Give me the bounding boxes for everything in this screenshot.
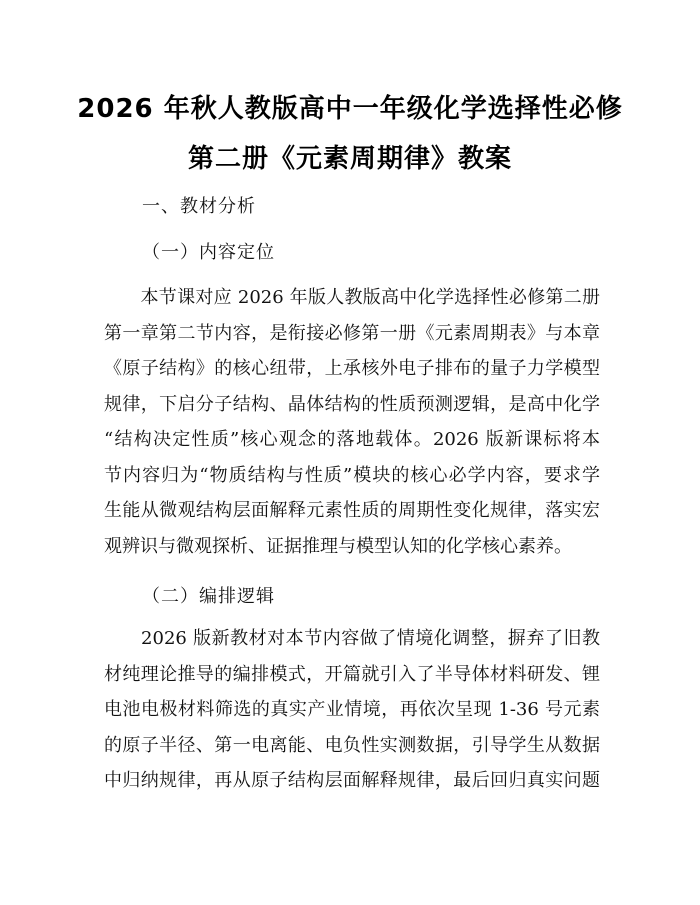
- paragraph-line: 电池电极材料筛选的真实产业情境，再依次呈现 1-36 号元素: [104, 699, 600, 720]
- paragraph-line: 《原子结构》的核心纽带，上承核外电子排布的量子力学模型: [104, 358, 600, 379]
- paragraph-line: 本节课对应 2026 年版人教版高中化学选择性必修第二册: [104, 287, 600, 308]
- paragraph-line: 规律，下启分子结构、晶体结构的性质预测逻辑，是高中化学: [104, 393, 600, 415]
- document-title-line-1: 2026 年秋人教版高中一年级化学选择性必修: [77, 94, 623, 124]
- section-heading-textbook-analysis: 一、教材分析: [142, 196, 256, 217]
- paragraph-line: 的原子半径、第一电离能、电负性实测数据，引导学生从数据: [104, 734, 600, 756]
- subsection-heading-layout-logic: （二）编排逻辑: [142, 586, 275, 607]
- paragraph-line: “结构决定性质”核心观念的落地载体。2026 版新课标将本: [104, 429, 600, 450]
- paragraph-line: 第一章第二节内容，是衔接必修第一册《元素周期表》与本章: [104, 322, 600, 344]
- document-title-line-2: 第二册《元素周期律》教案: [187, 144, 512, 174]
- paragraph-line: 2026 版新教材对本节内容做了情境化调整，摒弃了旧教: [104, 628, 600, 649]
- subsection-heading-content-positioning: （一）内容定位: [142, 242, 275, 263]
- paragraph-line: 节内容归为“物质结构与性质”模块的核心必学内容，要求学: [104, 464, 600, 486]
- paragraph-layout-logic: [104, 621, 600, 799]
- paragraph-line: 材纯理论推导的编排模式，开篇就引入了半导体材料研发、锂: [104, 663, 600, 685]
- paragraph-line: 中归纳规律，再从原子结构层面解释规律，最后回归真实问题: [104, 770, 600, 791]
- paragraph-line: 观辨识与微观探析、证据推理与模型认知的化学核心素养。: [104, 535, 572, 557]
- paragraph-content-positioning: [104, 280, 600, 564]
- paragraph-line: 生能从微观结构层面解释元素性质的周期性变化规律，落实宏: [104, 500, 600, 521]
